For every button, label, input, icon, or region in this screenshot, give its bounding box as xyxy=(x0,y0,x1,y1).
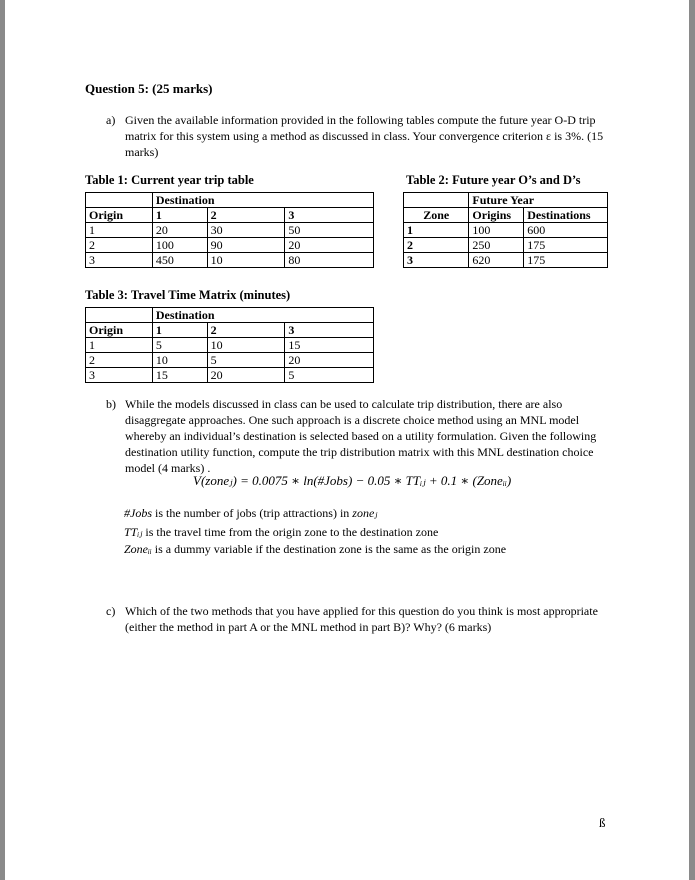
table3-travel-time xyxy=(85,307,374,383)
table-row xyxy=(86,193,374,208)
table-row xyxy=(86,368,374,383)
definition-term: #Jobs xyxy=(124,506,152,520)
table-cell: 15 xyxy=(152,368,207,383)
table2-zone: 2 xyxy=(404,238,469,253)
table-cell: 600 xyxy=(524,223,608,238)
table-cell: 175 xyxy=(524,238,608,253)
question-title: Question 5: (25 marks) xyxy=(85,81,213,96)
table1-caption: Table 1: Current year trip table xyxy=(85,173,254,187)
table-cell: 20 xyxy=(285,238,374,253)
definition-text: is a dummy variable if the destination zone is the same as the origin zone xyxy=(151,542,507,556)
table-row xyxy=(86,223,374,238)
table3-group-header: Destination xyxy=(152,308,373,323)
definition-jobs xyxy=(124,506,377,521)
table-cell: 20 xyxy=(207,368,285,383)
table-row xyxy=(86,208,374,223)
part-a-text: Given the available information provided in the following tables compute the future year O-D trip matrix for this system using a method as discussed in class. Your convergence criterion ε is 3%. (15 marks) xyxy=(125,113,604,159)
table-row xyxy=(86,238,374,253)
table-row xyxy=(86,323,374,338)
table-cell: 620 xyxy=(469,253,524,268)
table1-origin: 2 xyxy=(86,238,153,253)
table-cell: 100 xyxy=(469,223,524,238)
table-cell: 5 xyxy=(152,338,207,353)
definition-travel-time xyxy=(124,525,438,540)
table-cell: 15 xyxy=(285,338,374,353)
table2-col-header: Destinations xyxy=(524,208,608,223)
part-c-label: c) xyxy=(106,604,116,618)
table1-row-header: Origin xyxy=(86,208,153,223)
table3-origin: 2 xyxy=(86,353,153,368)
definition-term: TTᵢⱼ xyxy=(124,525,143,539)
table-row xyxy=(404,193,608,208)
table-cell: 10 xyxy=(207,253,285,268)
definition-term: Zoneᵢᵢ xyxy=(124,542,152,556)
part-c-text: Which of the two methods that you have applied for this question do you think is most appropriate (either the method in part A or the MNL method in part B)? Why? (6 marks) xyxy=(125,604,598,634)
table-cell: 20 xyxy=(285,353,374,368)
table-cell: 100 xyxy=(152,238,207,253)
table-row xyxy=(404,253,608,268)
table1-origin: 1 xyxy=(86,223,153,238)
table2-caption: Table 2: Future year O’s and D’s xyxy=(406,173,581,187)
table3-origin: 3 xyxy=(86,368,153,383)
part-b-label: b) xyxy=(106,397,116,411)
table-cell: 30 xyxy=(207,223,285,238)
table-cell: 90 xyxy=(207,238,285,253)
table3-col-header: 3 xyxy=(285,323,374,338)
part-a-label: a) xyxy=(106,113,116,127)
definition-zone-dummy xyxy=(124,542,506,557)
table-cell: 20 xyxy=(152,223,207,238)
table-cell: 10 xyxy=(207,338,285,353)
table1-group-header: Destination xyxy=(152,193,373,208)
table1-current-trips xyxy=(85,192,374,268)
definition-text: is the number of jobs (trip attractions) in xyxy=(152,506,353,520)
table-cell: 5 xyxy=(207,353,285,368)
table1-col-header: 1 xyxy=(152,208,207,223)
table2-group-header: Future Year xyxy=(469,193,608,208)
table-row xyxy=(86,353,374,368)
part-c xyxy=(106,603,626,635)
table-cell xyxy=(86,308,153,323)
definition-text: is the travel time from the origin zone to the destination zone xyxy=(142,525,439,539)
table-cell: 5 xyxy=(285,368,374,383)
table1-origin: 3 xyxy=(86,253,153,268)
table2-zone: 3 xyxy=(404,253,469,268)
part-b xyxy=(106,396,611,476)
table-row xyxy=(86,338,374,353)
table2-col-header: Origins xyxy=(469,208,524,223)
table-cell xyxy=(86,193,153,208)
utility-formula: V(zoneⱼ) = 0.0075 ∗ ln(#Jobs) − 0.05 ∗ TTᵢⱼ + 0.1 ∗ (Zoneᵢᵢ) xyxy=(193,473,512,488)
table2-zone: 1 xyxy=(404,223,469,238)
table3-origin: 1 xyxy=(86,338,153,353)
table2-future-ods xyxy=(403,192,608,268)
table-row xyxy=(404,223,608,238)
definition-tail: zoneⱼ xyxy=(352,506,378,520)
table-cell: 80 xyxy=(285,253,374,268)
table3-col-header: 2 xyxy=(207,323,285,338)
table-cell: 50 xyxy=(285,223,374,238)
table-row xyxy=(86,308,374,323)
table-row xyxy=(404,238,608,253)
table-cell: 450 xyxy=(152,253,207,268)
table-cell: 175 xyxy=(524,253,608,268)
table1-col-header: 3 xyxy=(285,208,374,223)
exam-page xyxy=(5,0,689,880)
part-a xyxy=(106,112,611,160)
table-cell: 250 xyxy=(469,238,524,253)
part-b-text: While the models discussed in class can be used to calculate trip distribution, there are also disaggregate approaches. One such approach is a discrete choice method using an MNL model whereby an individual’s destination is selected based on a utility formulation. Given the following destination utility function, compute the trip distribution matrix with this MNL destination choice model (4 marks) . xyxy=(125,397,597,475)
page-mark: ß xyxy=(599,815,606,830)
table1-col-header: 2 xyxy=(207,208,285,223)
table-cell xyxy=(404,193,469,208)
table2-zone-header: Zone xyxy=(404,208,469,223)
table-row xyxy=(86,253,374,268)
table-row xyxy=(404,208,608,223)
table3-caption: Table 3: Travel Time Matrix (minutes) xyxy=(85,288,291,302)
table-cell: 10 xyxy=(152,353,207,368)
table3-row-header: Origin xyxy=(86,323,153,338)
table3-col-header: 1 xyxy=(152,323,207,338)
